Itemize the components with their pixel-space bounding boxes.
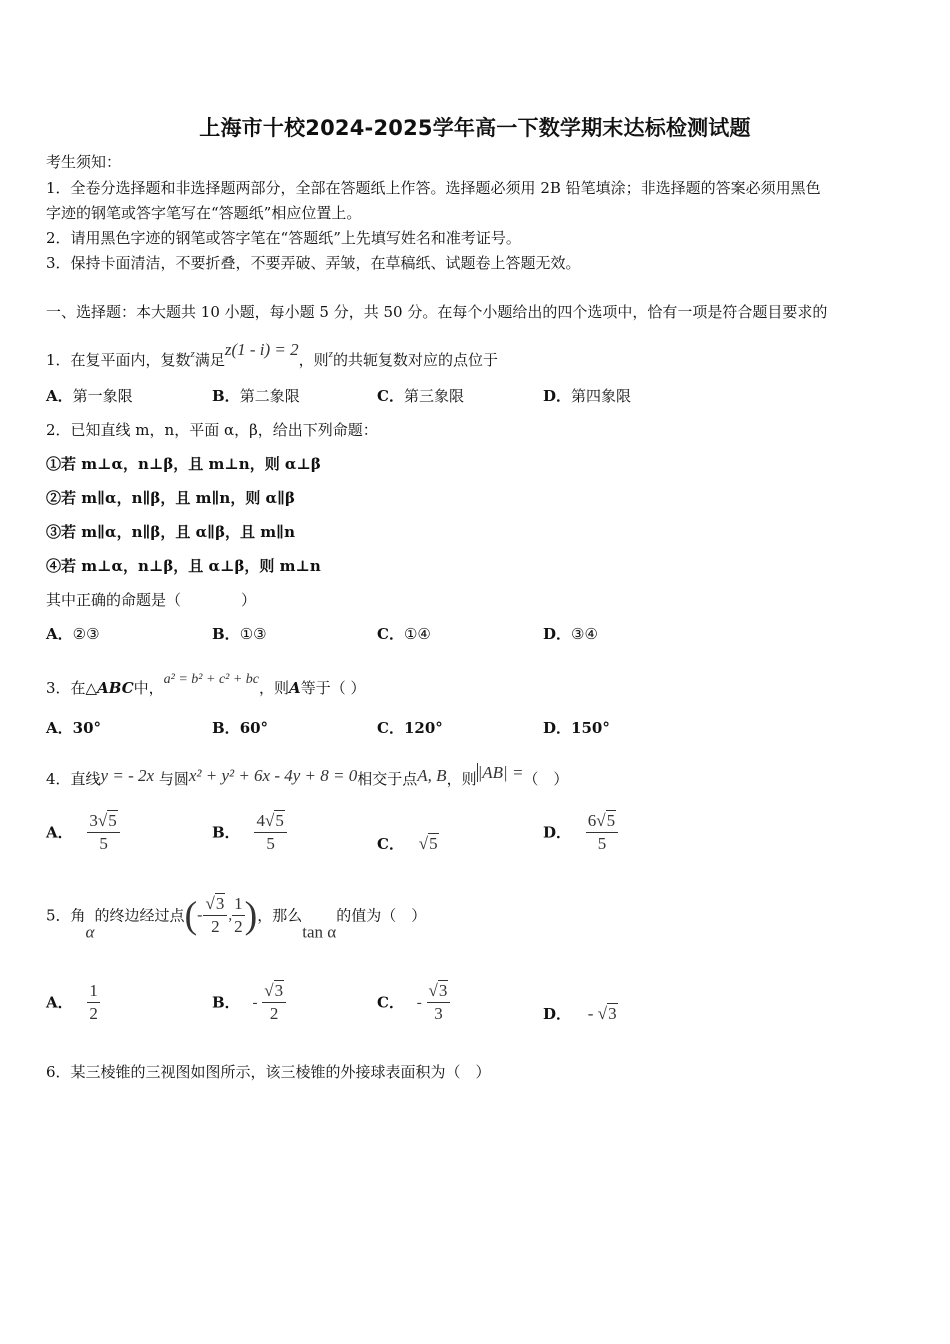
q3-text-3: ，则 — [259, 679, 290, 697]
q4-option-c[interactable]: C． √5 — [377, 834, 438, 853]
q2-ask: 其中正确的命题是（ ） — [46, 591, 257, 609]
question-3 — [46, 670, 365, 698]
q5-option-b[interactable]: B． - $\frac{√3}{2}$ — [212, 980, 286, 1025]
q4-text-3: 相交于点 — [357, 770, 418, 788]
q1-text-2: 满足 — [194, 351, 225, 369]
q2-statement-2: ②若 m∥α，n∥β，且 m∥n，则 α∥β — [46, 489, 295, 507]
q2-statement-4: ④若 m⊥α，n⊥β，且 α⊥β，则 m⊥n — [46, 557, 321, 575]
q2-option-c[interactable]: C．①④ — [377, 625, 431, 643]
q3-option-d[interactable]: D．150° — [543, 719, 610, 737]
q4-option-a[interactable]: A． $\frac{3√5}{5}$ — [46, 810, 120, 855]
section-heading: 一、选择题：本大题共 10 小题，每小题 5 分，共 50 分。在每个小题给出的四个选项中，恰有一项是符合题目要求的 — [46, 303, 828, 321]
q4-option-d[interactable]: D． $\frac{6√5}{5}$ — [543, 810, 618, 855]
question-4 — [46, 763, 568, 789]
q3-triangle-name: ABC — [97, 679, 134, 697]
q5-option-a[interactable]: A． $\frac{1}{2}$ — [46, 981, 98, 1023]
q5-text-2: 的终边经过点 — [94, 906, 185, 925]
notice-heading: 考生须知： — [46, 153, 122, 171]
q2-statement-1: ①若 m⊥α，n⊥β，且 m⊥n，则 α⊥β — [46, 455, 321, 473]
notice-line-1b: 字迹的钢笔或答字笔写在“答题纸”相应位置上。 — [46, 204, 362, 222]
q3-text-4: 等于（ ） — [300, 679, 366, 697]
q3-option-c[interactable]: C．120° — [377, 719, 443, 737]
q5-option-d[interactable]: D． - √3 — [543, 1004, 617, 1023]
q2-option-b[interactable]: B．①③ — [212, 625, 267, 643]
q4-option-b[interactable]: B． $\frac{4√5}{5}$ — [212, 810, 287, 855]
page-title: 上海市十校2024-2025学年高一下数学期末达标检测试题 — [199, 116, 751, 140]
q4-text-4: ，则 — [446, 770, 477, 788]
q4-text-1: 4．直线 — [46, 770, 101, 788]
q4-text-5: （ ） — [523, 770, 569, 788]
q5-text-4: 的值为（ ） — [336, 906, 427, 925]
question-6: 6．某三棱锥的三视图如图所示，该三棱锥的外接球表面积为（ ） — [46, 1063, 491, 1081]
q1-text-1: 1．在复平面内，复数 — [46, 351, 191, 369]
q4-line-equation: y = - 2x — [100, 766, 155, 785]
question-5: 5．角α的终边经过点(- $\frac{√3}{2}$ , $\frac{1}{2}$ )，那么tan α的值为（ ） — [46, 894, 427, 942]
q4-length-ab: |AB| = — [477, 763, 524, 782]
question-1 — [46, 340, 498, 370]
q1-equation: z(1 - i) = 2 — [224, 340, 299, 359]
q5-alpha: α — [85, 922, 95, 942]
q4-text-2: 与圆 — [158, 770, 189, 788]
q2-option-d[interactable]: D．③④ — [543, 625, 598, 643]
q1-option-a[interactable]: A．第一象限 — [46, 387, 133, 405]
q3-option-b[interactable]: B．60° — [212, 719, 269, 737]
q1-text-4: 的共轭复数对应的点位于 — [332, 351, 498, 369]
q1-var-z: z — [190, 348, 195, 360]
q2-stem: 2．已知直线 m，n，平面 α，β，给出下列命题： — [46, 421, 378, 439]
q3-option-a[interactable]: A．30° — [46, 719, 102, 737]
notice-line-1a: 1．全卷分选择题和非选择题两部分，全部在答题纸上作答。选择题必须用 2B 铅笔填涂；非选择题的答案必须用黑色 — [46, 179, 821, 197]
q2-statement-3: ③若 m∥α，n∥β，且 α∥β，且 m∥n — [46, 523, 295, 541]
q4-points: A, B — [417, 766, 447, 785]
q3-equation: a² = b² + c² + bc — [163, 672, 260, 687]
q2-option-a[interactable]: A．②③ — [46, 625, 100, 643]
q5-text-3: ，那么 — [257, 906, 303, 925]
q3-text-2: 中， — [133, 679, 164, 697]
q4-circle-equation: x² + y² + 6x - 4y + 8 = 0 — [188, 766, 358, 785]
q3-text-1: 3．在△ — [46, 679, 98, 697]
q5-text-1: 5．角 — [46, 906, 86, 925]
q1-option-b[interactable]: B．第二象限 — [212, 387, 300, 405]
q1-option-d[interactable]: D．第四象限 — [543, 387, 632, 405]
q1-var-z-2: z — [328, 348, 333, 360]
q3-angle-a: A — [289, 679, 301, 697]
notice-line-3: 3．保持卡面清洁，不要折叠，不要弄破、弄皱，在草稿纸、试题卷上答题无效。 — [46, 254, 581, 272]
q5-tan-alpha: tan α — [302, 922, 337, 942]
q1-option-c[interactable]: C．第三象限 — [377, 387, 464, 405]
q1-text-3: ，则 — [298, 351, 329, 369]
notice-line-2: 2．请用黑色字迹的钢笔或答字笔在“答题纸”上先填写姓名和准考证号。 — [46, 229, 521, 247]
q5-option-c[interactable]: C． - $\frac{√3}{3}$ — [377, 980, 450, 1025]
